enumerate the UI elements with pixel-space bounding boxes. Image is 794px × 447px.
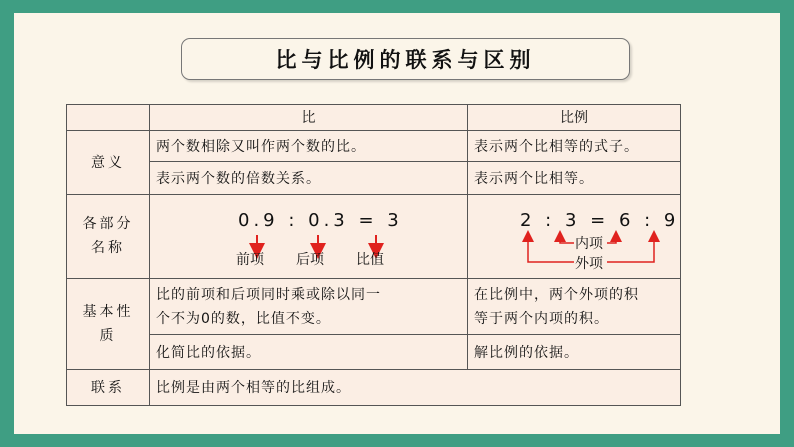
- row-label-parts-line1: 各部分: [82, 216, 134, 233]
- outer-term-bracket: [528, 236, 574, 262]
- proportion-parts-cell: [468, 194, 681, 279]
- row-label-meaning: 意义: [67, 130, 150, 194]
- table-row: [67, 161, 681, 194]
- title-banner: [181, 38, 630, 80]
- proportion-expression: 2 : 3 = 6 : 9: [520, 210, 680, 232]
- proportion-meaning-2: 表示两个比相等。: [468, 161, 681, 194]
- proportion-property-1-line1: 在比例中，两个外项的积: [474, 286, 639, 303]
- page-title: 比与比例的联系与区别: [275, 48, 536, 72]
- ratio-property-2: 化简比的依据。: [150, 334, 468, 369]
- table-row: [67, 279, 681, 335]
- ratio-parts-cell: [150, 194, 468, 279]
- inner-term-bracket-right: [607, 236, 616, 243]
- label-inner-terms: 内项: [575, 236, 603, 253]
- row-label-parts: [67, 194, 150, 279]
- ratio-property-1-line1: 比的前项和后项同时乘或除以同一: [156, 286, 381, 303]
- proportion-property-1: [468, 279, 681, 335]
- row-label-property-line1: 基本性: [82, 304, 134, 321]
- label-front-term: 前项: [236, 252, 264, 269]
- row-label-property-line2: 质: [99, 328, 117, 345]
- header-empty: [67, 105, 150, 131]
- label-ratio-value: 比值: [356, 252, 384, 269]
- ratio-diagram: [156, 207, 461, 269]
- ratio-expression: 0.9 : 0.3 = 3: [238, 210, 403, 232]
- table-row: [67, 130, 681, 161]
- label-back-term: 后项: [296, 252, 324, 269]
- ratio-meaning-2: 表示两个数的倍数关系。: [150, 161, 468, 194]
- ratio-property-1-line2: 个不为0的数，比值不变。: [156, 310, 331, 327]
- table-header-row: [67, 105, 681, 131]
- header-ratio: 比: [150, 105, 468, 131]
- row-label-parts-line2: 名称: [91, 240, 125, 257]
- proportion-property-2: 解比例的依据。: [468, 334, 681, 369]
- row-label-property: [67, 279, 150, 370]
- table-row: [67, 194, 681, 279]
- proportion-meaning-1: 表示两个比相等的式子。: [468, 130, 681, 161]
- label-outer-terms: 外项: [575, 256, 603, 273]
- proportion-property-1-line2: 等于两个内项的积。: [474, 310, 609, 327]
- ratio-meaning-1: 两个数相除又叫作两个数的比。: [150, 130, 468, 161]
- ratio-property-1: [150, 279, 468, 335]
- inner-term-bracket: [560, 236, 574, 243]
- proportion-diagram: [474, 207, 680, 273]
- row-label-relation: 联系: [67, 369, 150, 405]
- comparison-table: [66, 104, 681, 406]
- relation-text: 比例是由两个相等的比组成。: [150, 369, 681, 405]
- header-proportion: 比例: [468, 105, 681, 131]
- table-row: [67, 369, 681, 405]
- table-row: [67, 334, 681, 369]
- proportion-brackets: [474, 207, 664, 269]
- outer-term-bracket-right: [607, 236, 654, 262]
